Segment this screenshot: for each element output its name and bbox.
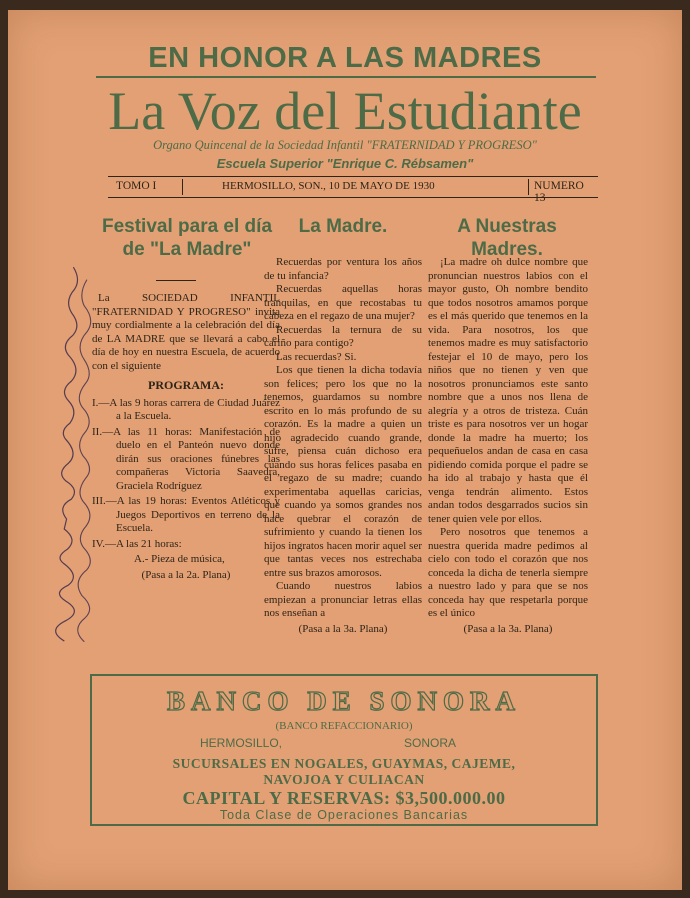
volume-label: TOMO I xyxy=(116,180,157,192)
masthead-rule xyxy=(96,76,596,78)
article-title-la-madre: La Madre. xyxy=(298,216,388,237)
article-paragraph: Los que tienen la dicha todavía son felices; pero los que no la tenemos, guardamos su nombre escrito en lo más profundo de su corazón. Es la madre a quien un hijo agradecido cuando grande, sufre, piensa cuán dichoso era cuando sus horas felices pasaba en el regazo de su madre; cuando experimentaba aquellas caricias, que cuando ya somos grandes nos hace quebrar el corazón de sufrimiento y cuando la tienen los hijos ingratos hacen morir aquel ser que tantas veces nos estrechaba entre sus brazos amorosos. xyxy=(264,364,422,579)
issue-info-bar xyxy=(108,176,598,204)
article-title-festival xyxy=(92,216,282,262)
banner-heading: EN HONOR A LAS MADRES xyxy=(148,42,542,74)
school-name: Escuela Superior "Enrique C. Rébsamen" xyxy=(216,156,474,171)
article-title-nuestras-madres: A Nuestras Madres. xyxy=(457,216,557,260)
program-item: II.—A las 11 horas: Manifestación de duelo en el Panteón nuevo donde dirán sus oraciones fúnebres las compañeras Victoria Saavedra, Graciela Rodríguez xyxy=(92,425,280,492)
article-nuestras-madres-body xyxy=(428,256,588,636)
bank-name: BANCO DE SONORA xyxy=(166,686,522,716)
program-title: PROGRAMA: xyxy=(148,378,224,392)
branches-line: SUCURSALES EN NOGALES, GUAYMAS, CAJEME, xyxy=(172,756,516,771)
bank-advertisement xyxy=(90,674,598,826)
article-paragraph: ¡La madre oh dulce nombre que pronuncian nuestros labios con el mayor gusto, Oh nombre bendito que todos nosotros amamos porque es el más querido que tenemos en la vida. Para nosotros, los que tenemos madre es muy satisfactorio festejar el 10 de mayo, pero los niños que no tienen y ven que nosotros pronunciamos este santo nombre que a unos nos llena de alegría y a otros de tristeza. Cuán triste es para nosotros ver un hogar donde la madre ha muerto; los pequeñuelos andan de casa en casa pidiendo comida porque el padre se ha ido al trabajo y hasta que él venga tendrán alimento. Estos andan todos desgarrados sucios sin tener quien vele por ellos. xyxy=(428,256,588,525)
article-paragraph: Pero nosotros que tenemos a nuestra querida madre pedimos al cielo con todo el corazón que nos conceda la dicha de tenerla siempre a nuestro lado y para que se nos conceda hay que respetarla porque es el único xyxy=(428,526,588,619)
newspaper-page xyxy=(8,10,682,890)
newspaper-title: La Voz del Estudiante xyxy=(108,81,582,141)
article-title-line: Festival para el día xyxy=(101,216,273,237)
bank-branches xyxy=(92,756,596,788)
article-paragraph: Recuerdas la ternura de su cariño para contigo? xyxy=(264,323,422,349)
article-paragraph: Recuerdas aquellas horas tranquilas, en que recostabas tu cabeza en el regazo de una mujer? xyxy=(264,283,422,322)
bank-capital: CAPITAL Y RESERVAS: $3,500.000.00 xyxy=(182,788,506,808)
continued-note: (Pasa a la 3a. Plana) xyxy=(463,622,553,635)
article-la-madre-body xyxy=(264,256,422,636)
program-item: I.—A las 9 horas carrera de Ciudad Juárez a la Escuela. xyxy=(92,396,280,422)
article-title-line: de "La Madre" xyxy=(122,238,252,260)
bank-subtitle: (BANCO REFACCIONARIO) xyxy=(275,720,413,732)
branches-line: NAVOJOA Y CULIACAN xyxy=(263,772,425,787)
article-festival-body xyxy=(92,292,280,582)
info-separator xyxy=(182,179,183,195)
bank-state: SONORA xyxy=(404,736,457,750)
continued-note: (Pasa a la 2a. Plana) xyxy=(141,568,231,581)
info-separator xyxy=(528,179,529,195)
article-paragraph: Recuerdas por ventura los años de tu infancia? xyxy=(264,256,422,282)
program-item: IV.—A las 21 horas: xyxy=(92,537,182,550)
bank-city: HERMOSILLO, xyxy=(200,736,283,750)
issue-number: NUMERO 13 xyxy=(534,180,584,204)
program-item: III.—A las 19 horas: Eventos Atléticos y Juegos Deportivos en terreno de la Escuela. xyxy=(92,495,280,534)
title-rule xyxy=(156,280,196,281)
continued-note: (Pasa a la 3a. Plana) xyxy=(298,622,388,635)
article-paragraph: Las recuerdas? Si. xyxy=(276,350,357,363)
program-subitem: A.- Pieza de música, xyxy=(134,553,225,565)
article-paragraph: Cuando nuestros labios empiezan a pronunciar letras ellas nos enseñan a xyxy=(264,580,422,619)
organ-subtitle: Organo Quincenal de la Sociedad Infantil "FRATERNIDAD Y PROGRESO" xyxy=(153,138,537,152)
bank-operations: Toda Clase de Operaciones Bancarias xyxy=(219,808,469,822)
dateline: HERMOSILLO, SON., 10 DE MAYO DE 1930 xyxy=(222,180,435,192)
article-intro: La SOCIEDAD INFANTIL "FRATERNIDAD Y PROGRESO" invita muy cordialmente a la celebración del día de LA MADRE que se llevará a cabo el día de hoy en nuestra Escuela, de acuerdo con el siguiente xyxy=(92,292,280,372)
